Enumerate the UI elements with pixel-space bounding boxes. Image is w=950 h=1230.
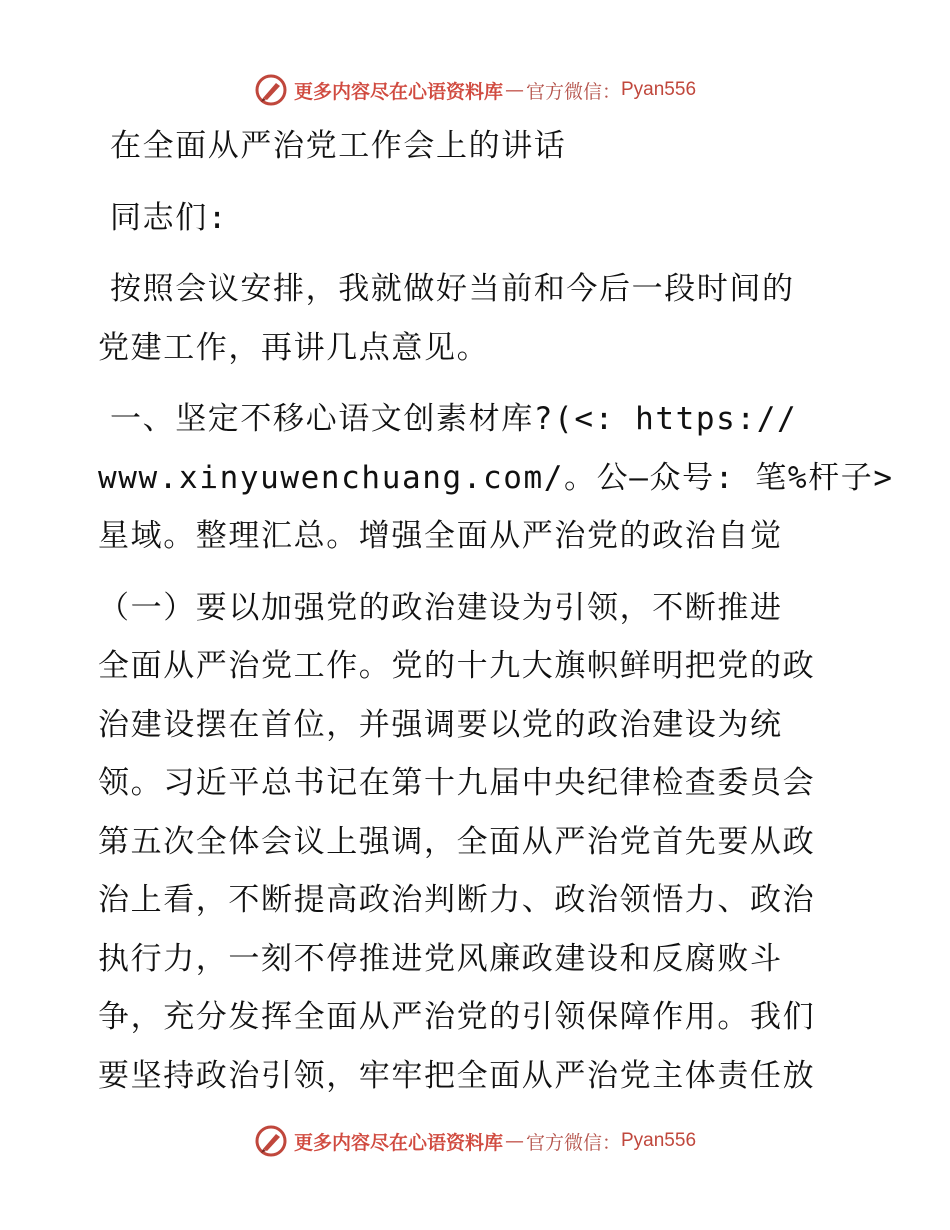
pen-logo-icon [254, 73, 288, 107]
intro-line: 按照会议安排，我就做好当前和今后一段时间的 [110, 271, 795, 307]
section-heading-line: www.xinyuwenchuang.com/。公—众号: 笔%杆子> [98, 459, 894, 496]
watermark-id: Pyan556 [621, 1130, 697, 1151]
intro-line: 党建工作，再讲几点意见。 [98, 329, 490, 366]
watermark-label: 官方微信： [525, 80, 621, 103]
watermark-footer [0, 1121, 950, 1161]
watermark-id: Pyan556 [621, 79, 697, 100]
salutation: 同志们: [110, 199, 229, 236]
paragraph-line: 治建设摆在首位，并强调要以党的政治建设为统 [98, 706, 783, 743]
document-body [98, 117, 894, 1105]
paragraph-line: 全面从严治党工作。党的十九大旗帜鲜明把党的政 [98, 648, 816, 684]
paragraph-line: 治上看，不断提高政治判断力、政治领悟力、政治 [98, 882, 816, 918]
section-heading-line: 一、坚定不移心语文创素材库?(<: https:// [110, 401, 798, 437]
section-heading-line: 星域。整理汇总。增强全面从严治党的政治自觉 [98, 518, 783, 554]
watermark-text: 更多内容尽在心语资料库 [293, 80, 503, 103]
document-title: 在全面从严治党工作会上的讲话 [110, 128, 567, 164]
paragraph-line: （一）要以加强党的政治建设为引领，不断推进 [98, 589, 783, 626]
paragraph-line: 领。习近平总书记在第十九届中央纪律检查委员会 [98, 765, 816, 801]
watermark-label: 官方微信： [525, 1131, 621, 1154]
paragraph-line: 争，充分发挥全面从严治党的引领保障作用。我们 [98, 999, 816, 1035]
pen-logo-icon [254, 1124, 288, 1158]
watermark-dash: — [504, 79, 524, 101]
watermark-dash: — [504, 1130, 524, 1152]
watermark-header [0, 70, 950, 110]
paragraph-line: 执行力，一刻不停推进党风廉政建设和反腐败斗 [98, 940, 783, 977]
paragraph-line: 第五次全体会议上强调，全面从严治党首先要从政 [98, 823, 816, 860]
paragraph-line: 要坚持政治引领，牢牢把全面从严治党主体责任放 [98, 1057, 816, 1094]
watermark-text: 更多内容尽在心语资料库 [293, 1131, 503, 1154]
